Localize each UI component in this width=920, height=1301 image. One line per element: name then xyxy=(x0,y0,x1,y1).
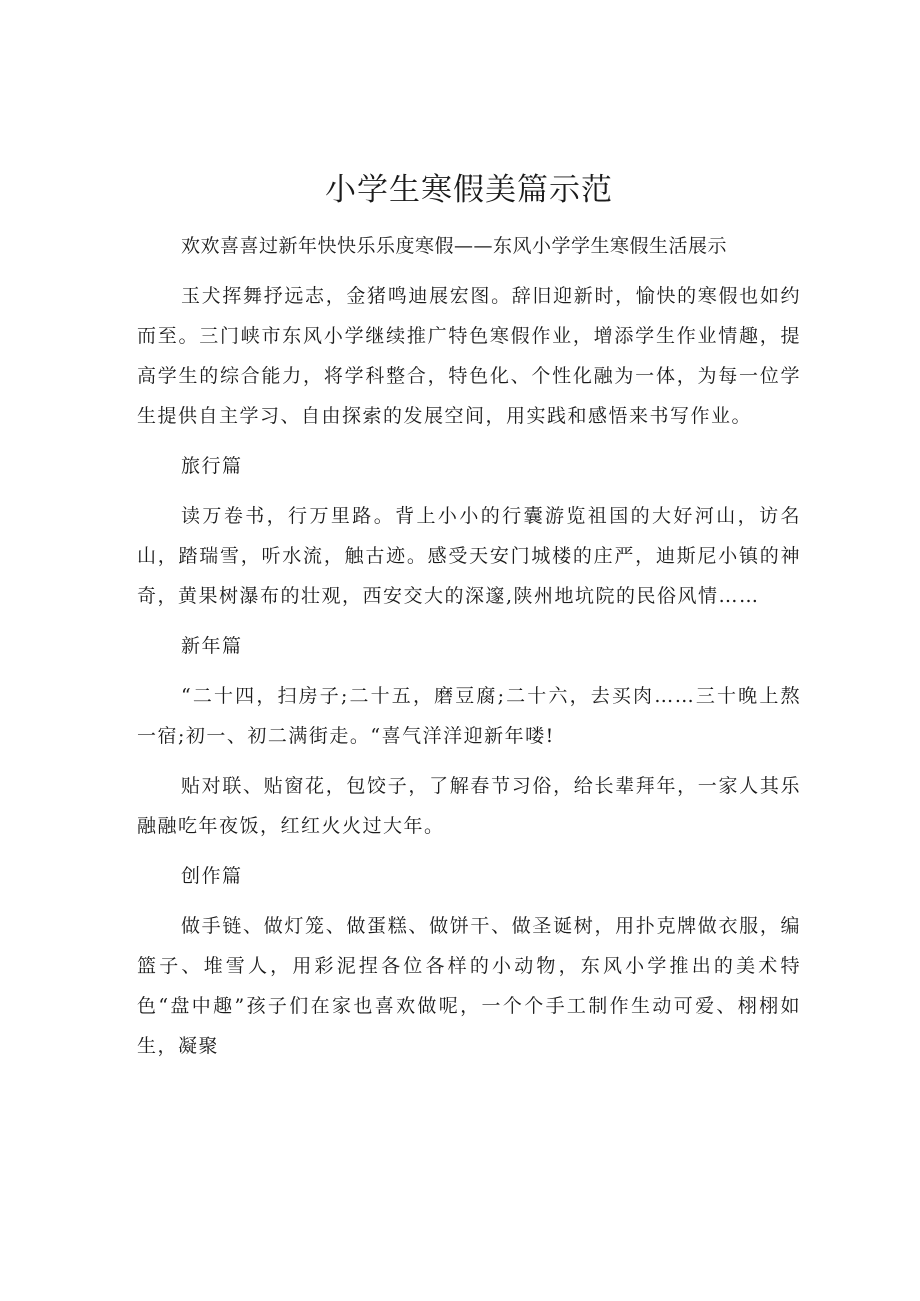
document-title: 小学生寒假美篇示范 xyxy=(325,172,613,208)
new-year-paragraph-1: “二十四，扫房子;二十五，磨豆腐;二十六，去买肉……三十晚上熬一宿;初一、初二满街走。“喜气洋洋迎新年喽! xyxy=(137,685,801,747)
section-heading-travel: 旅行篇 xyxy=(181,455,243,477)
creation-paragraph: 做手链、做灯笼、做蛋糕、做饼干、做圣诞树，用扑克牌做衣服，编篮子、堆雪人，用彩泥捏各位各样的小动物，东风小学推出的美术特色“盘中趣”孩子们在家也喜欢做呢，一个个手工制作生动可爱、栩栩如生，凝聚 xyxy=(137,915,801,1057)
document-subtitle: 欢欢喜喜过新年快快乐乐度寒假——东风小学学生寒假生活展示 xyxy=(181,235,728,257)
travel-paragraph: 读万卷书，行万里路。背上小小的行囊游览祖国的大好河山，访名山，踏瑞雪，听水流，触古迹。感受天安门城楼的庄严，迪斯尼小镇的神奇，黄果树瀑布的壮观，西安交大的深邃,陕州地坑院的民俗风情…… xyxy=(137,505,801,607)
section-heading-new-year: 新年篇 xyxy=(181,635,243,657)
intro-paragraph: 玉犬挥舞抒远志，金猪鸣迪展宏图。辞旧迎新时，愉快的寒假也如约而至。三门峡市东风小学继续推广特色寒假作业，增添学生作业情趣，提高学生的综合能力，将学科整合，特色化、个性化融为一体，为每一位学生提供自主学习、自由探索的发展空间，用实践和感悟来书写作业。 xyxy=(137,285,801,427)
document-page xyxy=(137,160,801,1076)
section-heading-creation: 创作篇 xyxy=(181,865,243,887)
new-year-paragraph-2: 贴对联、贴窗花，包饺子，了解春节习俗，给长辈拜年，一家人其乐融融吃年夜饭，红红火火过大年。 xyxy=(137,775,801,837)
